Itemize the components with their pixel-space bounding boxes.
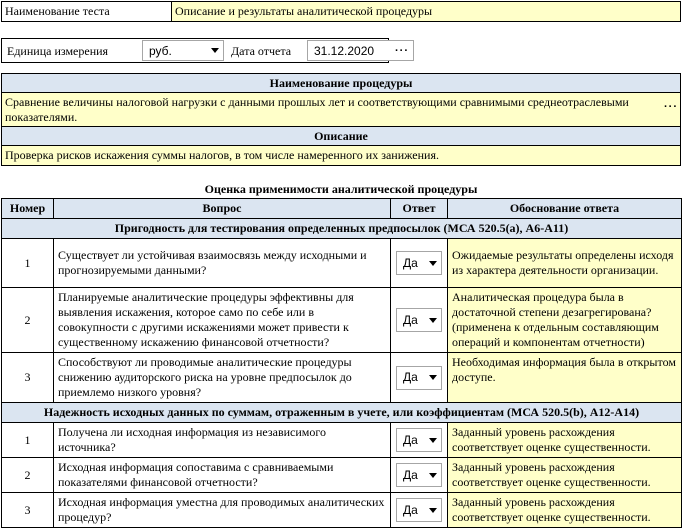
row-reason[interactable]: Ожидаемые результаты определены исходя из характера деятельности организации. (448, 239, 682, 288)
chevron-down-icon (429, 508, 437, 513)
row-number: 3 (2, 493, 54, 528)
table-row (2, 353, 682, 403)
procedure-name-header: Наименование процедуры (1, 73, 681, 93)
date-label: Дата отчета (231, 44, 292, 58)
chevron-down-icon (211, 48, 219, 53)
answer-dropdown[interactable] (396, 498, 442, 522)
assessment-table (1, 198, 682, 528)
column-header-question: Вопрос (54, 199, 391, 219)
table-row (2, 423, 682, 458)
answer-dropdown[interactable] (396, 463, 442, 487)
row-question: Способствуют ли проводимые аналитические процедуры снижению аудиторского риска на уровне предпосылок до приемлемо низкого уровня? (54, 353, 391, 403)
chevron-down-icon (429, 318, 437, 323)
column-header-reason: Обоснование ответа (448, 199, 682, 219)
answer-value: Да (403, 467, 418, 482)
row-question: Исходная информация сопоставима с сравниваемыми показателями финансовой отчетности? (54, 458, 391, 493)
table-header-row (2, 199, 682, 219)
row-number: 1 (2, 239, 54, 288)
procedure-more-icon[interactable]: ··· (664, 101, 678, 113)
answer-dropdown[interactable] (396, 428, 442, 452)
more-icon[interactable]: ··· (395, 44, 409, 57)
table-row (2, 288, 682, 353)
column-header-answer: Ответ (391, 199, 448, 219)
chevron-down-icon (429, 473, 437, 478)
section-header-row (2, 403, 682, 423)
answer-value: Да (403, 502, 418, 517)
row-reason[interactable]: Заданный уровень расхождения соответствует оценке существенности. (448, 458, 682, 493)
column-header-number: Номер (2, 199, 54, 219)
row-number: 2 (2, 458, 54, 493)
section-title: Надежность исходных данных по суммам, отраженным в учете, или коэффициентам (МСА 520.5(b), A12-A14) (2, 403, 682, 423)
row-reason[interactable]: Аналитическая процедура была в достаточной степени дезагрегирована? (применена к отдельным составляющим операций и компонентам отчетности) (448, 288, 682, 353)
section-header-row (2, 219, 682, 239)
description-text[interactable]: Проверка рисков искажения суммы налогов, в том числе намеренного их занижения. (1, 145, 681, 166)
row-reason[interactable]: Заданный уровень расхождения соответствует оценке существенности. (448, 493, 682, 528)
chevron-down-icon (429, 261, 437, 266)
test-name-label: Наименование теста (1, 1, 172, 22)
answer-dropdown[interactable] (396, 366, 442, 390)
answer-value: Да (403, 312, 418, 327)
row-reason[interactable]: Заданный уровень расхождения соответствует оценке существенности. (448, 423, 682, 458)
description-header: Описание (1, 126, 681, 146)
answer-value: Да (403, 255, 418, 270)
row-number: 1 (2, 423, 54, 458)
date-picker[interactable] (307, 40, 414, 61)
unit-value: руб. (149, 43, 172, 58)
answer-dropdown[interactable] (396, 308, 442, 332)
date-value: 31.12.2020 (314, 43, 375, 58)
assessment-title: Оценка применимости аналитической процедуры (204, 182, 478, 196)
table-row (2, 458, 682, 493)
table-row (2, 239, 682, 288)
chevron-down-icon (429, 375, 437, 380)
row-question: Исходная информация уместна для проводимых аналитических процедур? (54, 493, 391, 528)
unit-dropdown[interactable] (142, 40, 224, 61)
section-title: Пригодность для тестирования определенных предпосылок (МСА 520.5(a), A6-A11) (2, 219, 682, 239)
answer-value: Да (403, 370, 418, 384)
procedure-name-value: Сравнение величины налоговой нагрузки с данными прошлых лет и соответствующими сравнимыми среднеотраслевыми показателями. (5, 95, 629, 124)
test-name-value[interactable]: Описание и результаты аналитической процедуры (171, 1, 681, 22)
procedure-name-text[interactable] (1, 92, 681, 127)
table-row (2, 493, 682, 528)
row-reason[interactable]: Необходимая информация была в открытом доступе. (448, 353, 682, 403)
unit-label: Единица измерения (7, 44, 109, 58)
params-row (1, 38, 409, 63)
row-question: Планируемые аналитические процедуры эффективны для выявления искажения, которое само по себе или в совокупности с другими искажениями может привести к существенному искажению финансовой отчетности? (54, 288, 391, 353)
row-number: 2 (2, 288, 54, 353)
chevron-down-icon (429, 438, 437, 443)
answer-dropdown[interactable] (396, 251, 442, 275)
row-number: 3 (2, 353, 54, 403)
answer-value: Да (403, 432, 418, 447)
row-question: Получена ли исходная информация из независимого источника? (54, 423, 391, 458)
row-question: Существует ли устойчивая взаимосвязь между исходными и прогнозируемыми данными? (54, 239, 391, 288)
